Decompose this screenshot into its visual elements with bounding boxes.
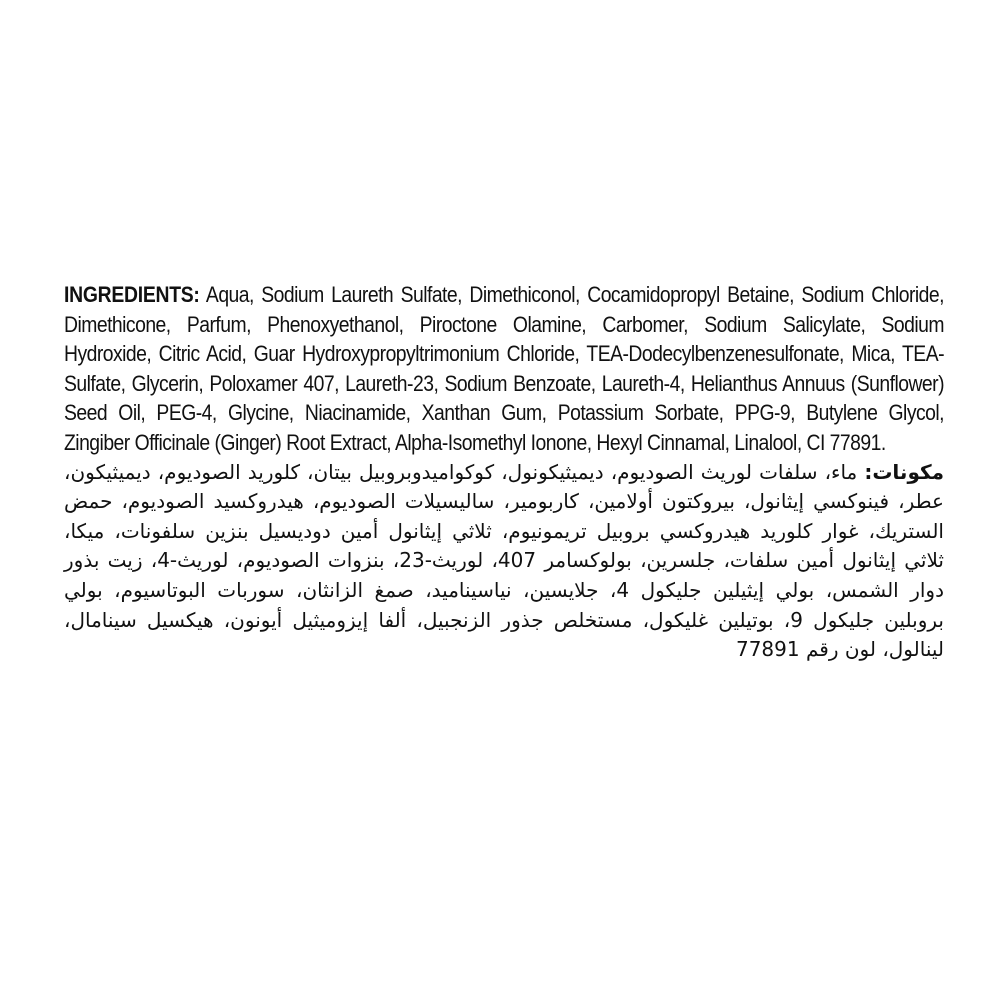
english-ingredients-list: Aqua, Sodium Laureth Sulfate, Dimethiconol, Cocamidopropyl Betaine, Sodium Chloride, Dimethicone, Parfum, Phenoxyethanol, Piroctone Olamine, Carbomer, Sodium Salicylate, Sodium Hydroxide, Citric Acid, Guar Hydroxypropyltrimonium Chloride, TEA-Dodecylbenzenesulfonate, Mica, TEA-Sulfate, Glycerin, Poloxamer 407, Laureth-23, Sodium Benzoate, Laureth-4, Helianthus Annuus (Sunflower) Seed Oil, PEG-4, Glycine, Niacinamide, Xanthan Gum, Potassium Sorbate, PPG-9, Butylene Glycol, Zingiber Officinale (Ginger) Root Extract, Alpha-Isomethyl Ionone, Hexyl Cinnamal, Linalool, CI 77891. bbox=[64, 282, 944, 455]
arabic-ingredients-list: ماء، سلفات لوريث الصوديوم، ديميثيكونول، كوكواميدوبروبيل بيتان، كلوريد الصوديوم، ديميثيكون، عطر، فينوكسي إيثانول، بيروكتون أولامين، كاربومير، ساليسيلات الصوديوم، هيدروكسيد الصوديوم، حمض الستريك، غوار كلوريد هيدروكسي بروبيل تريمونيوم، ثلاثي إيثانول أمين دوديسيل بنزين سلفونات، ميكا، ثلاثي إيثانول أمين سلفات، جلسرين، بولوكسامر 407، لوريث-23، بنزوات الصوديوم، لوريث-4، زيت بذور دوار الشمس، بولي إيثيلين جليكول 4، جلايسين، نياسيناميد، صمغ الزانثان، سوربات البوتاسيوم، بولي بروبلين جليكول 9، بوتيلين غليكول، مستخلص جذور الزنجبيل، ألفا إيزوميثيل أيونون، هيكسيل سينامال، لينالول، لون رقم 77891 bbox=[64, 459, 944, 662]
arabic-ingredients-heading: مكونات: bbox=[864, 459, 944, 484]
english-ingredients-paragraph bbox=[64, 280, 944, 458]
ingredients-label bbox=[64, 280, 944, 665]
arabic-ingredients-paragraph bbox=[64, 458, 944, 665]
english-ingredients-heading: INGREDIENTS: bbox=[64, 282, 200, 307]
